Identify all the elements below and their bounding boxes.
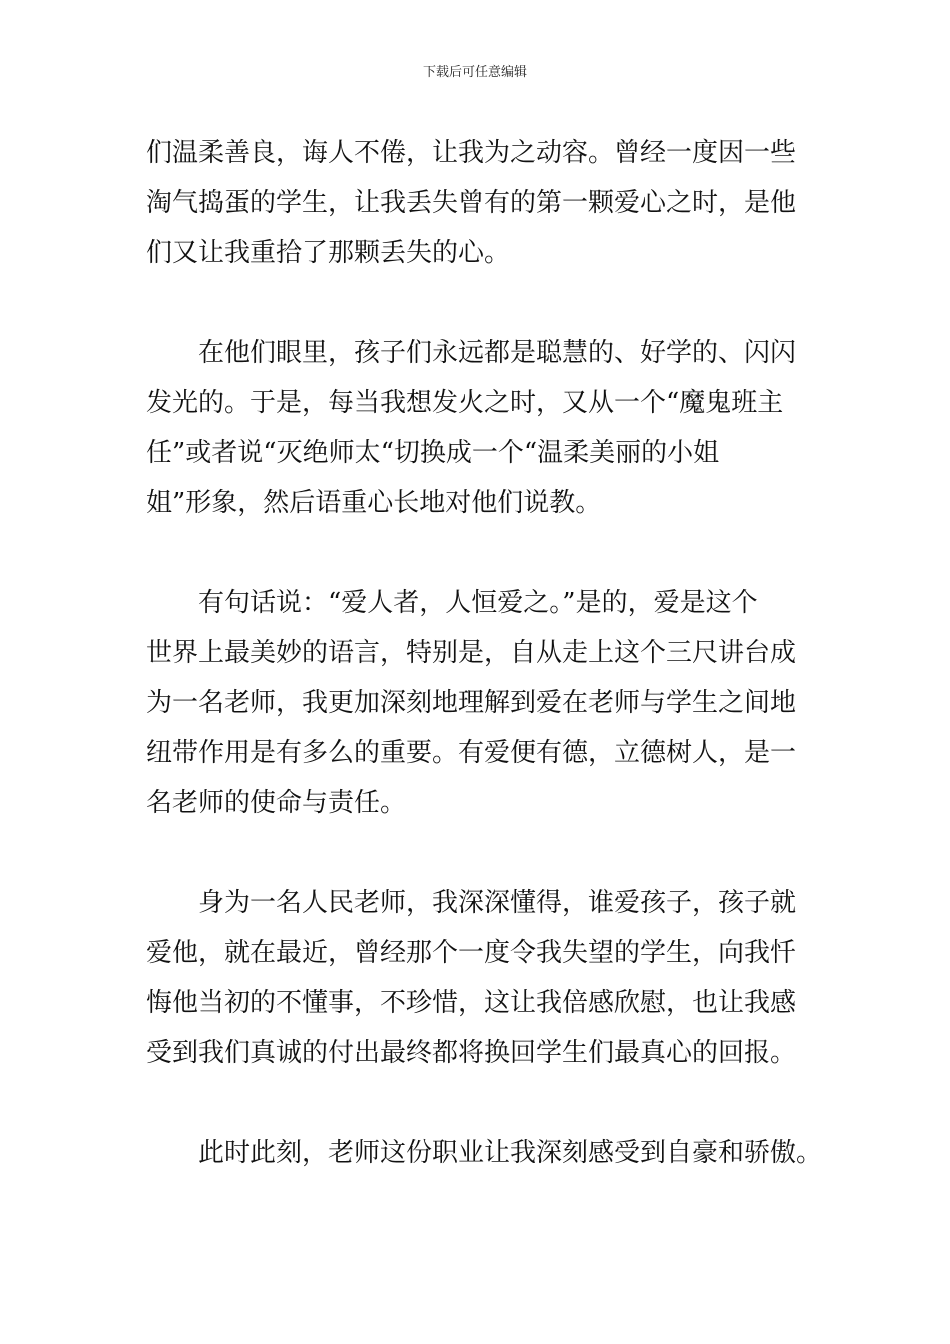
paragraph-1 (146, 128, 808, 278)
text-line: 任”或者说“灭绝师太“切换成一个“温柔美丽的小姐 (146, 438, 720, 468)
text-line: 们温柔善良，诲人不倦，让我为之动容。曾经一度因一些 (146, 138, 797, 168)
document-body (146, 128, 823, 1228)
text-line: 此时此刻，老师这份职业让我深刻感受到自豪和骄傲。 (146, 1138, 823, 1168)
text-line: 发光的。于是，每当我想发火之时，又从一个“魔鬼班主 (146, 388, 784, 418)
paragraph-4 (146, 878, 808, 1078)
paragraph-2 (146, 328, 808, 528)
text-line: 姐”形象，然后语重心长地对他们说教。 (146, 488, 602, 518)
page-header: 下载后可任意编辑 (422, 65, 527, 80)
text-line: 淘气捣蛋的学生，让我丢失曾有的第一颗爱心之时，是他 (146, 188, 797, 218)
text-line: 在他们眼里，孩子们永远都是聪慧的、好学的、闪闪 (146, 338, 797, 368)
text-line: 们又让我重拾了那颗丢失的心。 (146, 238, 511, 268)
paragraph-5 (146, 1128, 823, 1178)
text-line: 有句话说：“爱人者，人恒爱之。”是的，爱是这个 (146, 588, 758, 618)
paragraph-3 (146, 578, 808, 828)
text-line: 身为一名人民老师，我深深懂得，谁爱孩子，孩子就 (146, 888, 797, 918)
text-line: 世界上最美妙的语言，特别是，自从走上这个三尺讲台成 (146, 638, 797, 668)
text-line: 名老师的使命与责任。 (146, 788, 407, 818)
text-line: 悔他当初的不懂事，不珍惜，这让我倍感欣慰，也让我感 (146, 988, 797, 1018)
text-line: 爱他，就在最近，曾经那个一度令我失望的学生，向我忏 (146, 938, 797, 968)
text-line: 为一名老师，我更加深刻地理解到爱在老师与学生之间地 (146, 688, 797, 718)
text-line: 纽带作用是有多么的重要。有爱便有德，立德树人，是一 (146, 738, 797, 768)
text-line: 受到我们真诚的付出最终都将换回学生们最真心的回报。 (146, 1038, 797, 1068)
